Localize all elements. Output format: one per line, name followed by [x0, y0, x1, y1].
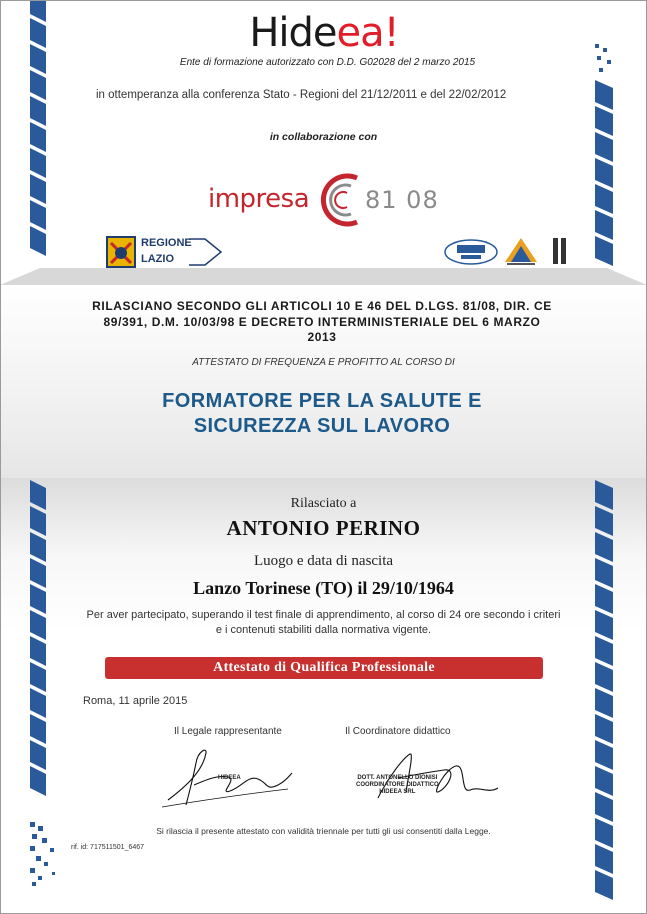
logo-text-accent: ea!: [336, 10, 399, 56]
impresa-number: 81 08: [365, 186, 439, 214]
course-title: FORMATORE PER LA SALUTE E SICUREZZA SUL LAVORO: [162, 390, 482, 437]
logo-text-main: Hide: [249, 10, 337, 56]
regione-line2: LAZIO: [141, 253, 174, 265]
qualification-banner: Attestato di Qualifica Professionale: [105, 657, 543, 679]
birth-label: Luogo e data di nascita: [253, 553, 394, 569]
legal-rep-stamp: HIDEEA: [218, 775, 241, 781]
birth-info: Lanzo Torinese (TO) il 29/10/1964: [193, 578, 454, 598]
legal-rep-label: Il Legale rappresentante: [174, 726, 282, 737]
recipient-name: ANTONIO PERINO: [226, 516, 421, 540]
coordinator-label: Il Coordinatore didattico: [345, 726, 451, 737]
impresa-word: impresa: [208, 184, 310, 214]
regione-line1: REGIONE: [141, 237, 192, 249]
collaboration-label: in collaborazione con: [269, 131, 378, 143]
course-description: Per aver partecipato, superando il test finale di apprendimento, al corso di 24 ore secondo i criteri e i contenuti stabiliti dalla normativa vigente.: [86, 609, 561, 636]
legal-text: RILASCIANO SECONDO GLI ARTICOLI 10 E 46 DEL D.LGS. 81/08, DIR. CE 89/391, D.M. 10/03/98 E DECRETO INTERMINISTERIALE DEL 6 MARZO 2013: [92, 299, 552, 344]
reference-id: rif. id: 717511501_6467: [71, 844, 145, 851]
logo-subtitle: Ente di formazione autorizzato con D.D. G02028 del 2 marzo 2015: [179, 57, 476, 68]
intro-text: in ottemperanza alla conferenza Stato - Regioni del 21/12/2011 e del 22/02/2012: [96, 89, 507, 101]
attestato-label: ATTESTATO DI FREQUENZA E PROFITTO AL CORSO DI: [192, 357, 455, 368]
validity-footnote: Si rilascia il presente attestato con validità triennale per tutti gli usi consentiti dalla Legge.: [156, 826, 491, 836]
rilasciato-label: Rilasciato a: [290, 496, 357, 511]
coordinator-stamp: DOTT. ANTONELLO DIONISI COORDINATORE DIDATTICO HIDEEA SRL: [356, 775, 439, 795]
place-date: Roma, 11 aprile 2015: [83, 695, 188, 707]
